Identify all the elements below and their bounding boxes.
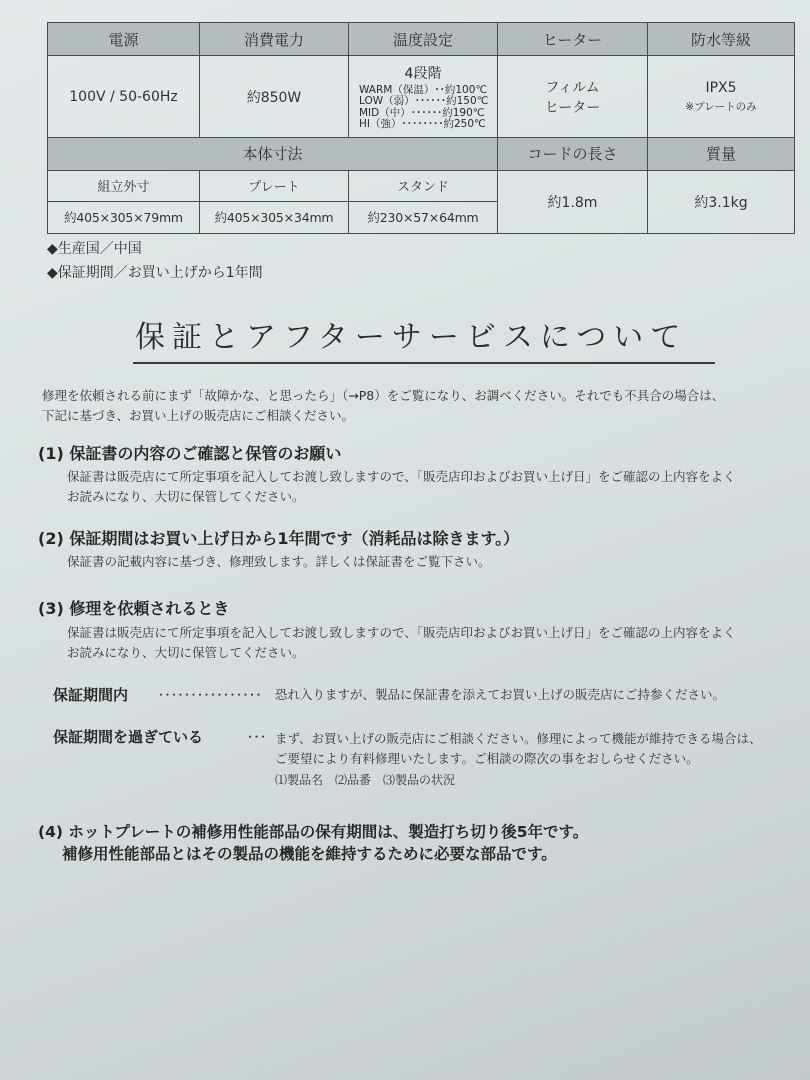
section-1-text: [67, 467, 797, 507]
dim-label-stand: スタンド: [349, 171, 498, 201]
temperature-cell: [349, 56, 498, 137]
dim-label-assembled: 組立外寸: [48, 171, 200, 201]
dim-value-plate: 約405×305×34mm: [200, 201, 349, 234]
temperature-warm: WARM（保温）･･約100℃: [359, 83, 488, 96]
dim-value-assembled: 約405×305×79mm: [48, 201, 200, 234]
section-4-line-1: (4) ホットプレートの補修用性能部品の保有期間は、製造打ち切り後5年です。: [38, 823, 589, 841]
intro-line-2: 下記に基づき、お買い上げの販売店にご相談ください。: [42, 408, 355, 423]
section-2-title: (2) 保証期間はお買い上げ日から1年間です（消耗品は除きます。）: [38, 529, 520, 548]
within-warranty-label: 保証期間内: [53, 686, 129, 704]
waterproof-note: ※プレートのみ: [685, 100, 757, 113]
after-warranty-leader: ･･･: [247, 730, 267, 744]
page-title: 保証とアフターサービスについて: [135, 320, 688, 355]
cord-length-value: 約1.8m: [498, 171, 648, 234]
heater-line-2: ヒーター: [544, 99, 601, 116]
header-heater: ヒーター: [498, 23, 648, 56]
after-warranty-line-2: ご要望により有料修理いたします。ご相談の際次の事をおしらせください。: [275, 751, 699, 766]
after-warranty-text: [275, 729, 795, 769]
section-1-line-1: 保証書は販売店にて所定事項を記入してお渡し致しますので、「販売店印およびお買い上げ日」をご確認の上内容をよく: [67, 469, 736, 484]
power-source-value: 100V / 50-60Hz: [48, 56, 200, 137]
within-warranty-text: 恐れ入りますが、製品に保証書を添えてお買い上げの販売店にご持参ください。: [275, 687, 726, 702]
origin-bullet: ◆生産国／中国: [47, 241, 142, 257]
section-2-text: 保証書の記載内容に基づき、修理致します。詳しくは保証書をご覧下さい。: [67, 554, 491, 569]
section-3-title: (3) 修理を依頼されるとき: [38, 599, 230, 618]
after-warranty-line-1: まず、お買い上げの販売店にご相談ください。修理によって機能が維持できる場合は、: [275, 731, 762, 746]
section-3-line-1: 保証書は販売店にて所定事項を記入してお渡し致しますので、「販売店印およびお買い上げ日」をご確認の上内容をよく: [67, 625, 736, 640]
intro-line-1: 修理を依頼される前にまず「故障かな、と思ったら」（→P8）をご覧になり、お調べください。それでも不具合の場合は、: [42, 388, 725, 403]
header-power-consumption: 消費電力: [200, 23, 349, 56]
weight-value: 約3.1kg: [648, 171, 795, 234]
heater-line-1: フィルム: [545, 79, 600, 96]
warranty-bullet: ◆保証期間／お買い上げから1年間: [47, 265, 263, 281]
waterproof-cell: [648, 56, 795, 137]
header-weight: 質量: [648, 137, 795, 170]
section-1-line-2: お読みになり、大切に保管してください。: [67, 489, 305, 504]
title-underline: [133, 362, 715, 364]
dim-value-stand: 約230×57×64mm: [349, 201, 498, 234]
waterproof-value: IPX5: [705, 79, 737, 96]
header-cord-length: コードの長さ: [498, 137, 648, 170]
temperature-hi: HI（強）････････約250℃: [359, 118, 486, 131]
section-4-line-2: 補修用性能部品とはその製品の機能を維持するために必要な部品です。: [62, 845, 557, 863]
within-warranty-leader: ････････････････: [158, 688, 263, 702]
spec-table: [47, 22, 795, 234]
header-power-source: 電源: [48, 23, 200, 56]
heater-cell: [498, 56, 648, 137]
header-dimensions: 本体寸法: [48, 137, 498, 170]
dim-label-plate: プレート: [200, 171, 349, 201]
section-4-text: [38, 821, 588, 865]
header-temperature: 温度設定: [349, 23, 498, 56]
intro-paragraph: [42, 386, 802, 426]
after-warranty-label: 保証期間を過ぎている: [53, 728, 204, 746]
temperature-mid: MID（中）･･････約190℃: [359, 106, 485, 119]
section-3-text: [67, 623, 797, 663]
temperature-low: LOW（弱）･･････約150℃: [359, 95, 489, 108]
after-warranty-list: ⑴製品名 ⑵品番 ⑶製品の状況: [275, 773, 456, 787]
section-1-title: (1) 保証書の内容のご確認と保管のお願い: [38, 444, 342, 463]
temperature-title: 4段階: [404, 65, 442, 82]
power-consumption-value: 約850W: [200, 56, 349, 137]
header-waterproof: 防水等級: [648, 23, 795, 56]
section-3-line-2: お読みになり、大切に保管してください。: [67, 645, 305, 660]
